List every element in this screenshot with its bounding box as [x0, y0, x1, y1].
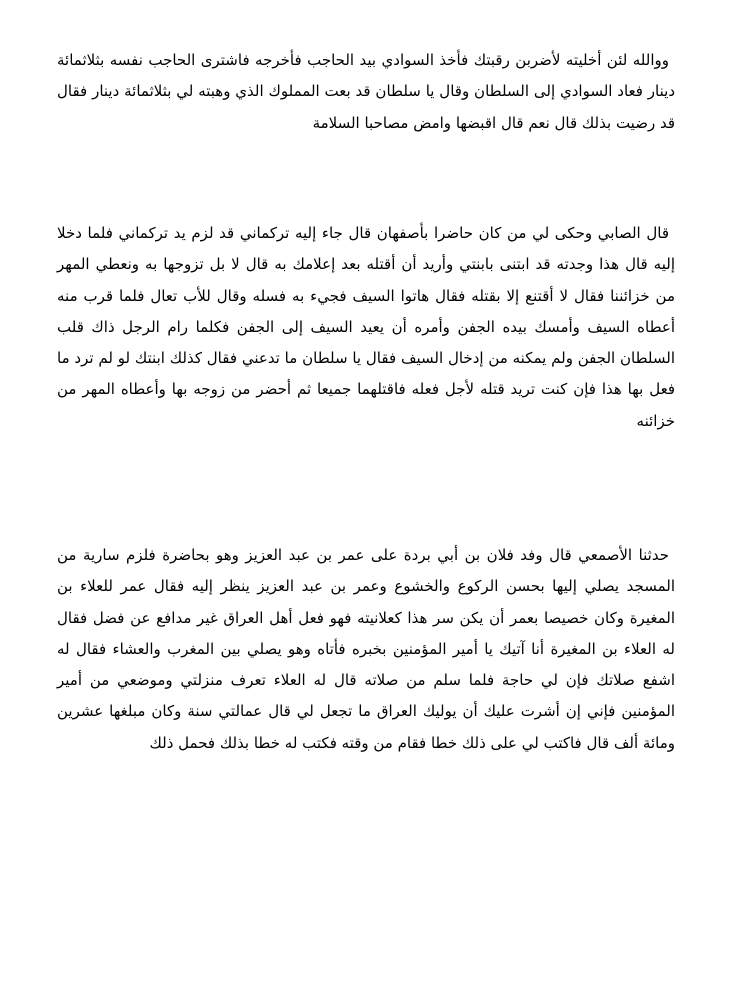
paragraph-1: ووالله لئن أخليته لأضربن رقبتك فأخذ السوادي بيد الحاجب فأخرجه فاشترى الحاجب نفسه بثلاثمائة دينار فعاد السوادي إلى السلطان وقال يا سلطان قد بعت المملوك الذي وهبته لي بثلاثمائة دينار فقال قد رضيت بذلك قال نعم قال اقبضها وامض مصاحبا السلامة — [57, 51, 675, 132]
paragraph-2: قال الصابي وحكى لي من كان حاضرا بأصفهان قال جاء إليه تركماني قد لزم يد تركماني فلما دخلا إليه قال هذا وجدته قد ابتنى بابنتي وأريد أن أقتله بعد إعلامك به قال لا بل تزوجها به ونعطي المهر من خزائننا فقال لا أقتنع إلا بقتله فقال هاتوا السيف فجيء به فسله وقال للأب تعال فلما قرب منه أعطاه السيف وأمسك بيده الجفن وأمره أن يعيد السيف إلى الجفن فكلما رام الرجل ذاك قلب السلطان الجفن ولم يمكنه من إدخال السيف فقال يا سلطان ما تدعني فقال كذلك ابنتك لو لم ترد ما فعل بها هذا فإن كنت تريد قتله لأجل فعله فاقتلهما جميعا ثم أحضر من زوجه بها وأعطاه المهر من خزائنه — [57, 224, 675, 430]
paragraph-3: حدثنا الأصمعي قال وفد فلان بن أبي بردة على عمر بن عبد العزيز وهو بحاضرة فلزم سارية من المسجد يصلي إليها بحسن الركوع والخشوع وعمر بن عبد العزيز ينظر إليه فقال عمر للعلاء بن المغيرة وكان خصيصا بعمر أن يكن سر هذا كعلانيته فهو فعل أهل العراق غير مدافع عن فضل فقال له العلاء بن المغيرة أنا آتيك يا أمير المؤمنين بخبره فأتاه وهو يصلي بين المغرب والعشاء فقال له اشفع صلاتك فإن لي حاجة فلما سلم من صلاته قال له العلاء تعرف منزلتي وموضعي من أمير المؤمنين فإني إن أشرت عليك أن يوليك العراق ما تجعل لي قال عمالتي سنة وكان مبلغها عشرين ومائة ألف قال فاكتب لي على ذلك خطا فقام من وقته فكتب له خطا بذلك فحمل ذلك — [57, 546, 675, 752]
